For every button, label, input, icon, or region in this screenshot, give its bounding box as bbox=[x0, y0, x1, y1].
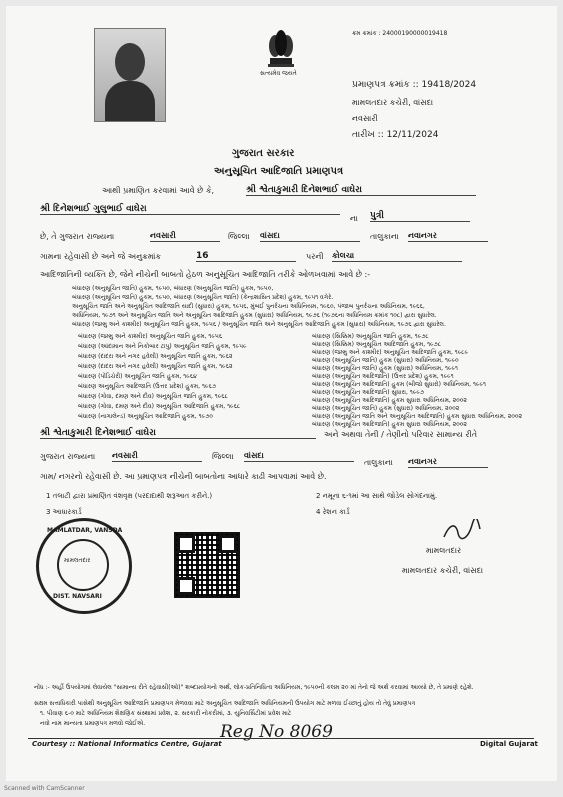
footer-note: ૧. પીવાણ ૬-૦ માટે અધિનિયમ શૈક્ષણિક સંસ્થામાં પ્રવેશ, ૨. સરકારી નોકરીમાં, ૩. યુનિવર્સિટીમાં પ્રવેશ માટે bbox=[40, 710, 292, 717]
courtesy: Courtesy :: National Informatics Centre, Gujarat bbox=[32, 740, 222, 748]
office-district: નવસારી bbox=[352, 114, 378, 123]
family-suffix: અને અથવા તેની / તેણીનો પરિવાર સામાન્ય રીતે bbox=[324, 430, 478, 439]
caste-label: પરની bbox=[306, 252, 324, 261]
document-item: 4 રેશન કાર્ડ bbox=[316, 508, 350, 516]
order-right: બંધારણ (અનુસૂચિત જાતિ) હુકમ (સુધારા) અધિનિયમ, ૧૯૯૧ bbox=[312, 365, 458, 372]
certificate-page bbox=[6, 6, 557, 781]
government-title: ગુજરાત સરકાર bbox=[232, 148, 295, 159]
certify-text: આથી પ્રમાણિત કરવામાં આવે છે કે, bbox=[102, 186, 215, 195]
order-right: બંધારણ (અનુસૂચિત જાતિ) હુકમ (સુધારા) અધિનિયમ, ૨૦૦૨ bbox=[312, 405, 460, 412]
certificate-title: અનુસૂચિત આદિજાતિ પ્રમાણપત્ર bbox=[214, 166, 344, 177]
order-line: અનુસૂચિત જાતિ અને અનુસૂચિત આદિજાતિ યાદી (સુધારા) હુકમ, ૧૯૫૬, મુંબઈ પુનર્રચના અધિનિયમ, ૧૯૬૦, પંજાબ પુનર્રચના અધિનિયમ, ૧૯૬૬, bbox=[72, 303, 425, 310]
serial-number: ક્રમ ક્રમાંક : 24000190000019418 bbox=[352, 30, 448, 37]
family-taluka: વાંસદા bbox=[244, 451, 354, 462]
footer-note: નોંધ :- અહીં ઉપયોગમાં લેવાયેલ "સામાન્ય રીતે રહેવાસી(ઓ)" શબ્દપ્રયોગનો અર્થ, લોક-પ્રતિનિધિત્વ અધિનિયમ, ૧૯૫૦ની કલમ ૨૦ માં તેનો જે અર્થ કરવામાં આવ્યો છે, તે પ્રમાણે રહેશે. bbox=[34, 684, 474, 691]
family-district-label: જિલ્લા bbox=[212, 452, 234, 461]
order-right: બંધારણ (અનુસૂચિત આદિજાતિ) સુધારા, ૧૯૯૭ bbox=[312, 389, 425, 396]
village-label: ગામના રહેવાસી છે અને જે અનુક્રમાંક bbox=[40, 252, 162, 261]
caste-value: કોલચા bbox=[332, 251, 462, 262]
identification-paragraph: આદિજાતિની વ્યક્તિ છે, જેને નીચેની બાબતો હેઠળ અનુસૂચિત આદિજાતિ તરીકે ઓળખવામાં આવે છે :- bbox=[40, 270, 371, 279]
footer-note: સક્ષમ સત્તાધિકારી પાસેથી અનુસૂચિત આદિજાતિ પ્રમાણપત્ર મેળવવા માટે અનુસૂચિત આદિજાતિ અધિનિયમની ઉપયોગ માટે મળવા ઈચ્છાતું હોય તો તેવું પ્રમાણપત્ર bbox=[34, 700, 416, 707]
footer-note: નવો નામ માન્યતા પ્રમાણપત્ર મળવો જોઈએ. bbox=[40, 720, 146, 727]
order-right: બંધારણ (જમ્મુ અને કાશ્મીર) અનુસૂચિત આદિજાતિ હુકમ, ૧૯૮૯ bbox=[312, 349, 469, 356]
state-label: છે, તે ગુજરાત રાજ્યના bbox=[40, 232, 115, 241]
family-name: શ્રી શ્વેતાકુમારી દિનેશભાઈ વાઘેરા bbox=[40, 428, 316, 439]
family-taluka-label: તાલુકાના bbox=[364, 458, 393, 467]
scanner-bar bbox=[0, 782, 563, 797]
order-right: બંધારણ (સિક્કિમ) અનુસૂચિત જાતિ હુકમ, ૧૯૭૮ bbox=[312, 333, 429, 340]
order-right: બંધારણ (અનુસૂચિત જાતિ) હુકમ (સુધારા) અધિનિયમ, ૧૯૯૦ bbox=[312, 357, 459, 364]
family-state-label: ગુજરાત રાજ્યના bbox=[40, 452, 96, 461]
national-emblem-icon bbox=[264, 28, 298, 76]
village-value: નવાનગર bbox=[408, 231, 488, 242]
order-right: બંધારણ (અનુસૂચિત આદિજાતિ) (ઉત્તર પ્રદેશ) હુકમ, ૧૯૯૧ bbox=[312, 373, 454, 380]
order-line: બંધારણ (અનુસૂચિત જાતિ) હુકમ, ૧૯૫૦, બંધારણ (અનુસૂચિત જાતિ) (કેન્દ્રશાસિત પ્રદેશ) હુકમ, ૧૯૫૧ વગેરે. bbox=[72, 294, 334, 301]
order-right: બંધારણ (અનુસૂચિત આદિજાતિ) હુકમ (બીજો સુધારો) અધિનિયમ, ૧૯૯૧ bbox=[312, 381, 486, 388]
qr-code bbox=[174, 532, 240, 598]
digital-gujarat: Digital Gujarat bbox=[480, 740, 538, 748]
scanner-watermark: Scanned with CamScanner bbox=[4, 785, 85, 792]
order-left: બંધારણ (પોંડિચેરી) અનુસૂચિત જાતિ હુકમ, ૧૯૬૪ bbox=[78, 373, 197, 380]
family-village: નવાનગર bbox=[408, 457, 488, 468]
taluka-value: વાંસદા bbox=[260, 231, 360, 242]
relation: પુત્રી bbox=[370, 211, 470, 222]
district-value: નવસારી bbox=[150, 231, 220, 242]
certificate-number: પ્રમાણપત્ર ક્રમાંક :: 19418/2024 bbox=[352, 80, 477, 90]
order-left: બંધારણ (ગોવા, દમણ અને દીવ) અનુસૂચિત આદિજાતિ હુકમ, ૧૯૬૮ bbox=[78, 403, 241, 410]
document-item: 3 આધારકાર્ડ bbox=[46, 508, 82, 516]
order-left: બંધારણ (દાદરા અને નગર હવેલી) અનુસૂચિત જાતિ હુકમ, ૧૯૬૨ bbox=[78, 363, 233, 370]
issue-date: તારીખ :: 12/11/2024 bbox=[352, 130, 439, 140]
issue-basis: ગામ/ નગરનો રહેવાસી છે. આ પ્રમાણપત્ર નીચેની બાબતોના આધારે કાઢી આપવામાં આવે છે. bbox=[40, 472, 327, 481]
order-left: બંધારણ (દાદરા અને નગર હવેલી) અનુસૂચિત જાતિ હુકમ, ૧૯૬૨ bbox=[78, 353, 233, 360]
stamp-bottom-text: DIST. NAVSARI bbox=[53, 593, 102, 600]
emblem-caption: સત્યમેવ જયતે bbox=[260, 70, 297, 77]
order-left: બંધારણ (જમ્મુ અને કાશ્મીર) અનુસૂચિત જાતિ હુકમ, ૧૯૫૬ bbox=[78, 333, 223, 340]
taluka-label: તાલુકાના bbox=[370, 232, 399, 241]
order-right: બંધારણ (અનુસૂચિત આદિજાતિ) હુકમ સુધારા અધિનિયમ, ૨૦૦૨ bbox=[312, 397, 467, 404]
order-left: બંધારણ (આંદામાન અને નિકોબાર ટાપુ) અનુસૂચિત જાતિ હુકમ, ૧૯૫૯ bbox=[78, 343, 247, 350]
order-left: બંધારણ અનુસૂચિત આદિજાતિ (ઉત્તર પ્રદેશ) હુકમ, ૧૯૬૭ bbox=[78, 383, 216, 390]
signatory-title: મામલતદાર bbox=[426, 546, 462, 555]
footer-rule bbox=[28, 738, 534, 739]
signature-mark bbox=[442, 519, 482, 543]
family-district: નવસારી bbox=[112, 451, 202, 462]
applicant-photo bbox=[94, 28, 166, 122]
registration-number: Reg No 8069 bbox=[220, 722, 333, 742]
applicant-name: શ્રી શ્વેતાકુમારી દિનેશભાઈ વાઘેરા bbox=[246, 185, 476, 196]
document-item: 2 નમૂના ૬-૧માં આ સાથે જોડેલ સોગંદનામું. bbox=[316, 492, 438, 500]
mamlatdar-stamp bbox=[36, 518, 132, 614]
office-name: મામલતદાર કચેરી, વાંસદા bbox=[352, 98, 434, 107]
order-line: અધિનિયમ, ૧૯૭૧ અને અનુસૂચિત જાતિ અને અનુસૂચિત આદિજાતિ હુકમ (સુધારા) અધિનિયમ, ૧૯૭૬ (૧૯૭૬ના અધિનિયમ ક્રમાંક ૧૦૮) દ્વારા સુધારેલ. bbox=[72, 312, 437, 319]
order-left: બંધારણ (ગોવા, દમણ અને દીવ) અનુસૂચિત જાતિ હુકમ, ૧૯૬૮ bbox=[78, 393, 228, 400]
district-label: જિલ્લા bbox=[228, 232, 250, 241]
order-line: બંધારણ (અનુસૂચિત જાતિ) હુકમ, ૧૯૫૦, બંધારણ (અનુસૂચિત જાતિ) હુકમ, ૧૯૫૦, bbox=[72, 285, 274, 292]
order-line: બંધારણ (જમ્મુ અને કાશ્મીર) અનુસૂચિત જાતિ હુકમ, ૧૯૫૬ / અનુસૂચિત જાતિ અને અનુસૂચિત આદિજાતિ હુકમ (સુધારા) અધિનિયમ, ૧૯૭૬ દ્વારા સુધારેલ. bbox=[72, 321, 446, 328]
father-name: શ્રી દિનેશભાઈ ગુલુભાઈ વાઘેરા bbox=[40, 204, 340, 215]
signatory-office: મામલતદાર કચેરી, વાંસદા bbox=[402, 566, 484, 575]
stamp-top-text: MAMLATDAR, VANSDA bbox=[47, 527, 123, 534]
order-left: બંધારણ (નાગાલેન્ડ) અનુસૂચિત આદિજાતિ હુકમ, ૧૯૭૦ bbox=[78, 413, 213, 420]
stamp-center-text: મામલતદાર bbox=[64, 557, 91, 564]
na-label: ના bbox=[350, 214, 358, 223]
order-right: બંધારણ (અનુસૂચિત આદિજાતિ) હુકમ સુધારા અધિનિયમ, ૨૦૦૨ bbox=[312, 421, 467, 428]
order-right: બંધારણ (સિક્કિમ) અનુસૂચિત આદિજાતિ હુકમ, ૧૯૭૮ bbox=[312, 341, 442, 348]
document-item: 1 તલાટી દ્વારા પ્રમાણિત વંશવૃક્ષ (પરદાદાથી શરૂઆત કરીને.) bbox=[46, 492, 213, 500]
serial-value: 16 bbox=[196, 251, 296, 262]
order-right: બંધારણ (અનુસૂચિત જાતિ અને અનુસૂચિત આદિજાતિ) હુકમ સુધારા અધિનિયમ, ૨૦૦૨ bbox=[312, 413, 522, 420]
